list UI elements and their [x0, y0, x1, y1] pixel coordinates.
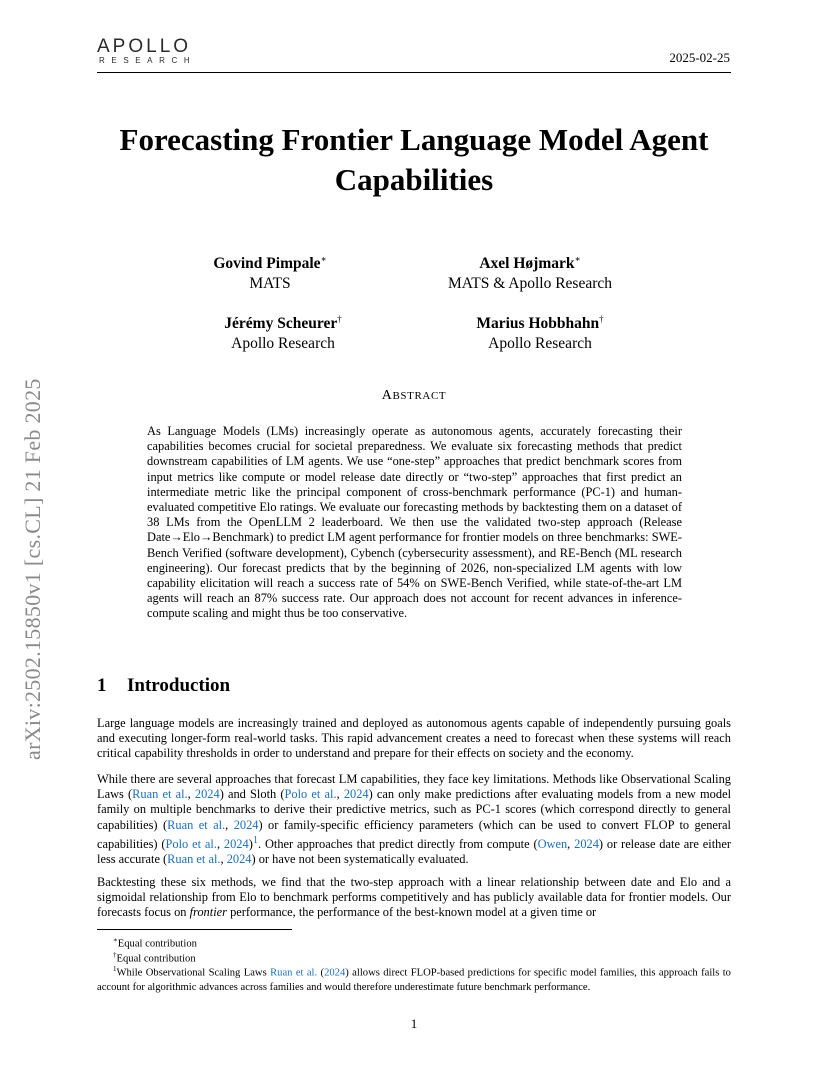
author-affiliation: Apollo Research	[488, 335, 592, 353]
author-name: Govind Pimpale	[213, 255, 321, 273]
intro-paragraph-3: Backtesting these six methods, we find that the two-step approach with a linear relationship between date and Elo and a sigmoidal relationship from Elo to benchmark performs competitively and has publicly available data for frontier models. Our forecasts focus on frontier performance, the performance of the best-known model at a given time or	[97, 875, 731, 920]
author-block	[140, 249, 400, 294]
citation-link[interactable]: Ruan et al.	[167, 852, 221, 867]
section-heading: 1 Introduction	[97, 675, 231, 696]
citation-year-link[interactable]: 2024	[223, 836, 249, 851]
author-mark: ∗	[574, 254, 581, 264]
citation-year-link[interactable]: 2024	[226, 852, 252, 867]
citation-link[interactable]: Ruan et al.	[270, 967, 318, 979]
abstract-heading: ABSTRACT	[381, 388, 447, 403]
citation-link[interactable]: Polo et al.	[165, 836, 217, 851]
author-affiliation: MATS & Apollo Research	[447, 275, 613, 293]
citation-link[interactable]: Ruan et al.	[167, 817, 226, 832]
author-affiliation: Apollo Research	[231, 335, 335, 353]
author-affiliation: MATS	[249, 275, 291, 293]
arxiv-identifier: arXiv:2502.15850v1 [cs.CL] 21 Feb 2025	[20, 378, 45, 760]
citation-link[interactable]: Polo et al.	[284, 787, 337, 802]
apollo-logo: APOLLO	[97, 36, 192, 57]
author-mark: †	[337, 314, 342, 324]
citation-year-link[interactable]: 2024	[574, 836, 599, 851]
header-date: 2025-02-25	[669, 50, 730, 65]
citation-year-link[interactable]: 2024	[194, 787, 220, 802]
author-block	[410, 309, 670, 354]
citation-link[interactable]: Ruan et al.	[132, 787, 188, 802]
apollo-logo-subtitle: RESEARCH	[99, 56, 197, 65]
author-mark: †	[599, 314, 604, 324]
citation-year-link[interactable]: 2024	[343, 787, 369, 802]
intro-paragraph-2: While there are several approaches that forecast LM capabilities, they face key limitations. Methods like Observational Scaling Laws (Ruan et al., 2024) and Sloth (Polo et al., 2024) can only make predictions after evaluating models from a new model family on multiple benchmarks to derive their predictive metrics, such as PC-1 scores (which correspond directly to general capabilities) (Ruan et al., 2024) or family-specific efficiency parameters (which can be used to convert FLOP to general capabilities) (Polo et al., 2024)$^1$. Other approaches that predict directly from compute (Owen, 2024) or release date are either less accurate (Ruan et al., 2024) or have not been systematically evaluated.	[97, 772, 732, 867]
author-name: Axel Højmark	[479, 255, 575, 273]
page-number: 1	[410, 1016, 418, 1031]
citation-year-link[interactable]: 2024	[324, 967, 346, 979]
author-block	[153, 309, 413, 354]
author-mark: ∗	[320, 254, 327, 264]
author-block	[400, 249, 660, 294]
footnote-1: ∗Equal contribution	[113, 936, 197, 950]
citation-link[interactable]: Owen	[537, 836, 568, 851]
abstract-text: As Language Models (LMs) increasingly operate as autonomous agents, accurately forecasting their capabilities becomes crucial for societal preparedness. We evaluate six forecasting methods that predict downstream capabilities of LM agents. We use “one-step” approaches that predict benchmark scores from input metrics like compute or model release date directly or “two-step” approaches that first predict an intermediate metric like the principal component of cross-benchmark performance (PC-1) and human-evaluated competitive Elo ratings. We evaluate our forecasting methods by backtesting them on a dataset of 38 LMs from the OpenLLM 2 leaderboard. We then use the validated two-step approach (Release Date→Elo→Benchmark) to predict LM agent performance for frontier models on three benchmarks: SWE-Bench Verified (software development), Cybench (cybersecurity assessment), and RE-Bench (ML research engineering). Our forecast predicts that by the beginning of 2026, non-specialized LM agents with low capability elicitation will reach a success rate of 54% on SWE-Bench Verified, while state-of-the-art LM agents will reach an 87% success rate. Our approach does not account for recent advances in inference-compute scaling and might thus be too conservative.	[147, 424, 682, 621]
footnote-link[interactable]: 1	[252, 834, 258, 846]
footnote-2: †Equal contribution	[113, 951, 196, 965]
intro-paragraph-1: Large language models are increasingly trained and deployed as autonomous agents capable of independently pursuing goals and executing longer-form real-world tasks. This rapid advancement creates a need to forecast when these systems will reach critical capability thresholds in order to understand and prepare for their effects on society and the economy.	[97, 716, 731, 761]
paper-title: Forecasting Frontier Language Model Agent Capabilities	[119, 122, 709, 197]
footnote-3: $^1$While Observational Scaling Laws Ruan et al. (2024) allows direct FLOP-based predictions for specific model families, this approach fails to account for algorithmic advances across families and would therefore underestimate future benchmark performance.	[97, 965, 731, 994]
author-name: Marius Hobbhahn	[476, 315, 600, 333]
footnote-rule	[97, 929, 292, 930]
header-rule	[97, 72, 731, 73]
author-name: Jérémy Scheurer	[224, 315, 338, 333]
citation-year-link[interactable]: 2024	[233, 817, 259, 832]
